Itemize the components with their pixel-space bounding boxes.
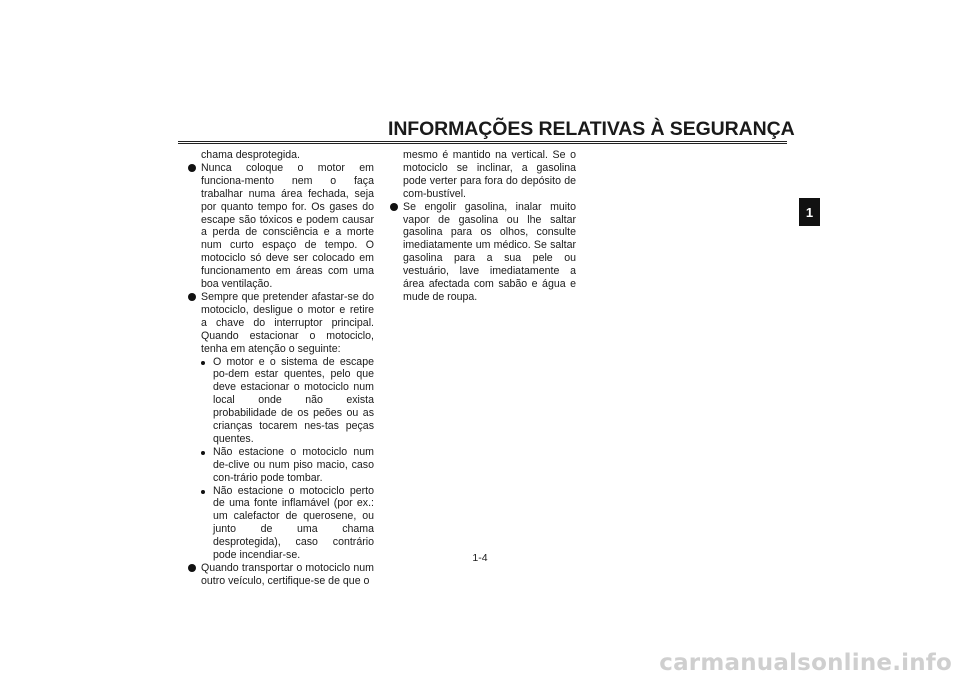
bullet-icon	[188, 293, 196, 301]
list-item	[188, 562, 374, 588]
sub-list-item	[188, 446, 374, 485]
bullet-icon	[390, 203, 398, 211]
chapter-tab: 1	[799, 198, 820, 226]
sub-list-item-text: O motor e o sistema de escape po-dem estar quentes, pelo que deve estacionar o motociclo num local onde não exista probabilidade de os peões ou as crianças tocarem nes-tas peças quentes.	[213, 355, 374, 445]
sub-list-item	[188, 485, 374, 562]
right-column	[390, 149, 576, 304]
sub-bullet-icon	[201, 451, 205, 455]
header-rule	[178, 141, 787, 144]
page-number: 1-4	[472, 552, 488, 564]
list-item-text: Quando transportar o motociclo num outro veículo, certifique-se de que o	[201, 562, 374, 587]
list-item	[188, 162, 374, 291]
list-item-text: Se engolir gasolina, inalar muito vapor de gasolina ou lhe saltar gasolina para os olhos, consulte imediatamente um médico. Se saltar gasolina para a sua pele ou vestuário, lave imediatamente a área afectada com sabão e água e mude de roupa.	[403, 200, 576, 303]
bullet-icon	[188, 164, 196, 172]
sub-list-item	[188, 356, 374, 446]
sub-bullet-icon	[201, 361, 205, 365]
watermark: carmanualsonline.info	[659, 650, 952, 676]
list-item-text: Nunca coloque o motor em funciona-mento nem o faça trabalhar numa área fechada, seja por quanto tempo for. Os gases do escape são tóxicos e podem causar a perda de consciência e a morte num curto espaço de tempo. O motociclo só deve ser colocado em funcionamento em áreas com uma boa ventilação.	[201, 161, 374, 291]
sub-list-item-text: Não estacione o motociclo perto de uma fonte inflamável (por ex.: um calefactor de querosene, ou junto de uma chama desprotegida), caso contrário pode incendiar-se.	[213, 484, 374, 562]
list-item	[188, 291, 374, 356]
continuation-text: mesmo é mantido na vertical. Se o motociclo se inclinar, a gasolina pode verter para fora do depósito de com-bustível.	[403, 149, 576, 200]
sub-list-item-text: Não estacione o motociclo num de-clive ou num piso macio, caso con-trário pode tombar.	[213, 445, 374, 484]
page-title: INFORMAÇÕES RELATIVAS À SEGURANÇA	[388, 117, 795, 140]
list-item	[390, 201, 576, 304]
continuation-text: chama desprotegida.	[201, 149, 300, 161]
bullet-icon	[188, 564, 196, 572]
list-item-text: Sempre que pretender afastar-se do motociclo, desligue o motor e retire a chave do interruptor principal. Quando estacionar o motociclo, tenha em atenção o seguinte:	[201, 290, 374, 355]
page-header	[382, 116, 795, 142]
sub-bullet-icon	[201, 490, 205, 494]
left-column	[188, 149, 374, 588]
